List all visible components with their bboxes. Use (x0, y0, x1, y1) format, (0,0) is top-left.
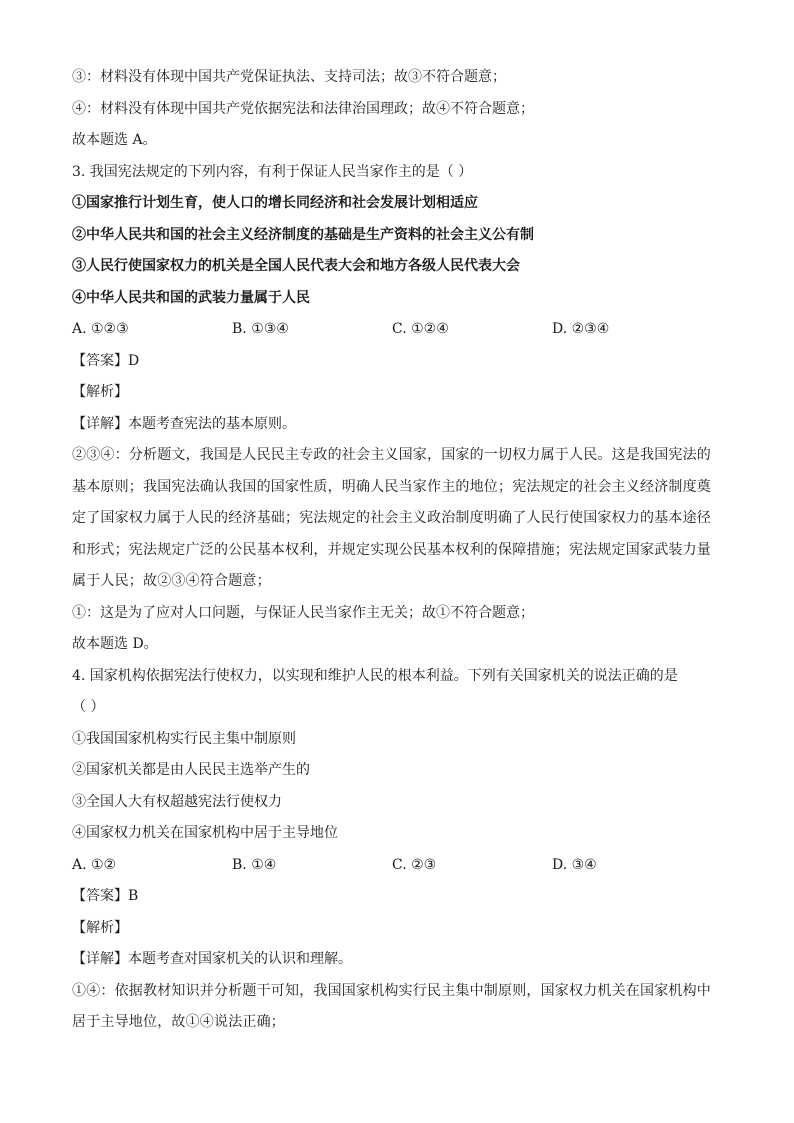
question-3-analysis-label: 【解析】 (72, 384, 128, 400)
question-4-stem: 4. 国家机构依据宪法行使权力，以实现和维护人民的根本利益。下列有关国家机关的说法正确的是 (72, 667, 678, 684)
question-4-blank: （ ） (72, 699, 105, 715)
question-3-statement-2: ②中华人民共和国的社会主义经济制度的基础是生产资料的社会主义公有制 (72, 226, 534, 243)
question-4-statement-4: ④国家权力机关在国家机构中居于主导地位 (72, 825, 338, 841)
option-d: D. ③④ (552, 856, 597, 873)
question-4-statement-2: ②国家机关都是由人民民主选举产生的 (72, 762, 310, 778)
text-line: ③：材料没有体现中国共产党保证执法、支持司法；故③不符合题意； (72, 69, 506, 85)
question-3-statement-4: ④中华人民共和国的武装力量属于人民 (72, 289, 310, 306)
text-line: ④：材料没有体现中国共产党依据宪法和法律治国理政；故④不符合题意； (72, 100, 534, 117)
option-c: C. ②③ (392, 856, 437, 873)
question-3-stem: 3. 我国宪法规定的下列内容，有利于保证人民当家作主的是（ ） (72, 163, 473, 180)
text-line: 故本题选 A。 (72, 132, 157, 148)
question-4-explanation: ①④：依据教材知识并分析题干可知，我国国家机构实行民主集中制原则，国家权力机关在国家机构中居于主导地位，故①④说法正确； (72, 982, 711, 1030)
option-a: A. ①② (72, 856, 117, 873)
question-3-options (72, 314, 722, 346)
question-4-analysis-label: 【解析】 (72, 919, 128, 936)
question-4-detail: 【详解】本题考查对国家机关的认识和理解。 (72, 951, 352, 967)
option-a: A. ①②③ (72, 321, 129, 337)
question-4-options (72, 850, 722, 882)
option-c: C. ①②④ (392, 321, 449, 337)
option-b: B. ①③④ (232, 321, 289, 337)
question-3-detail: 【详解】本题考查宪法的基本原则。 (72, 415, 296, 432)
option-b: B. ①④ (232, 856, 277, 873)
question-4-statement-1: ①我国国家机构实行民主集中制原则 (72, 730, 296, 747)
question-3-answer: 【答案】D (72, 352, 140, 369)
option-d: D. ②③④ (552, 321, 610, 337)
question-3-statement-1: ①国家推行计划生育，使人口的增长同经济和社会发展计划相适应 (72, 195, 478, 211)
question-4-statement-3: ③全国人大有权超越宪法行使权力 (72, 793, 282, 810)
question-3-explanation: ②③④：分析题文，我国是人民民主专政的社会主义国家，国家的一切权力属于人民。这是我国宪法的基本原则；我国宪法确认我国的国家性质，明确人民当家作主的地位；宪法规定的社会主义经济制度奠定了国家权力属于人民的经济基础；宪法规定的社会主义政治制度明确了人民行使国家权力的基本途径和形式；宪法规定广泛的公民基本权利，并规定实现公民基本权利的保障措施；宪法规定国家武装力量属于人民；故②③④符合题意； (72, 447, 711, 589)
question-4-answer: 【答案】B (72, 888, 139, 904)
question-3-conclusion: 故本题选 D。 (72, 636, 158, 652)
question-3-explanation-2: ①：这是为了应对人口问题，与保证人民当家作主无关；故①不符合题意； (72, 604, 534, 621)
question-3-statement-3: ③人民行使国家权力的机关是全国人民代表大会和地方各级人民代表大会 (72, 258, 520, 274)
document-page (72, 62, 722, 1039)
